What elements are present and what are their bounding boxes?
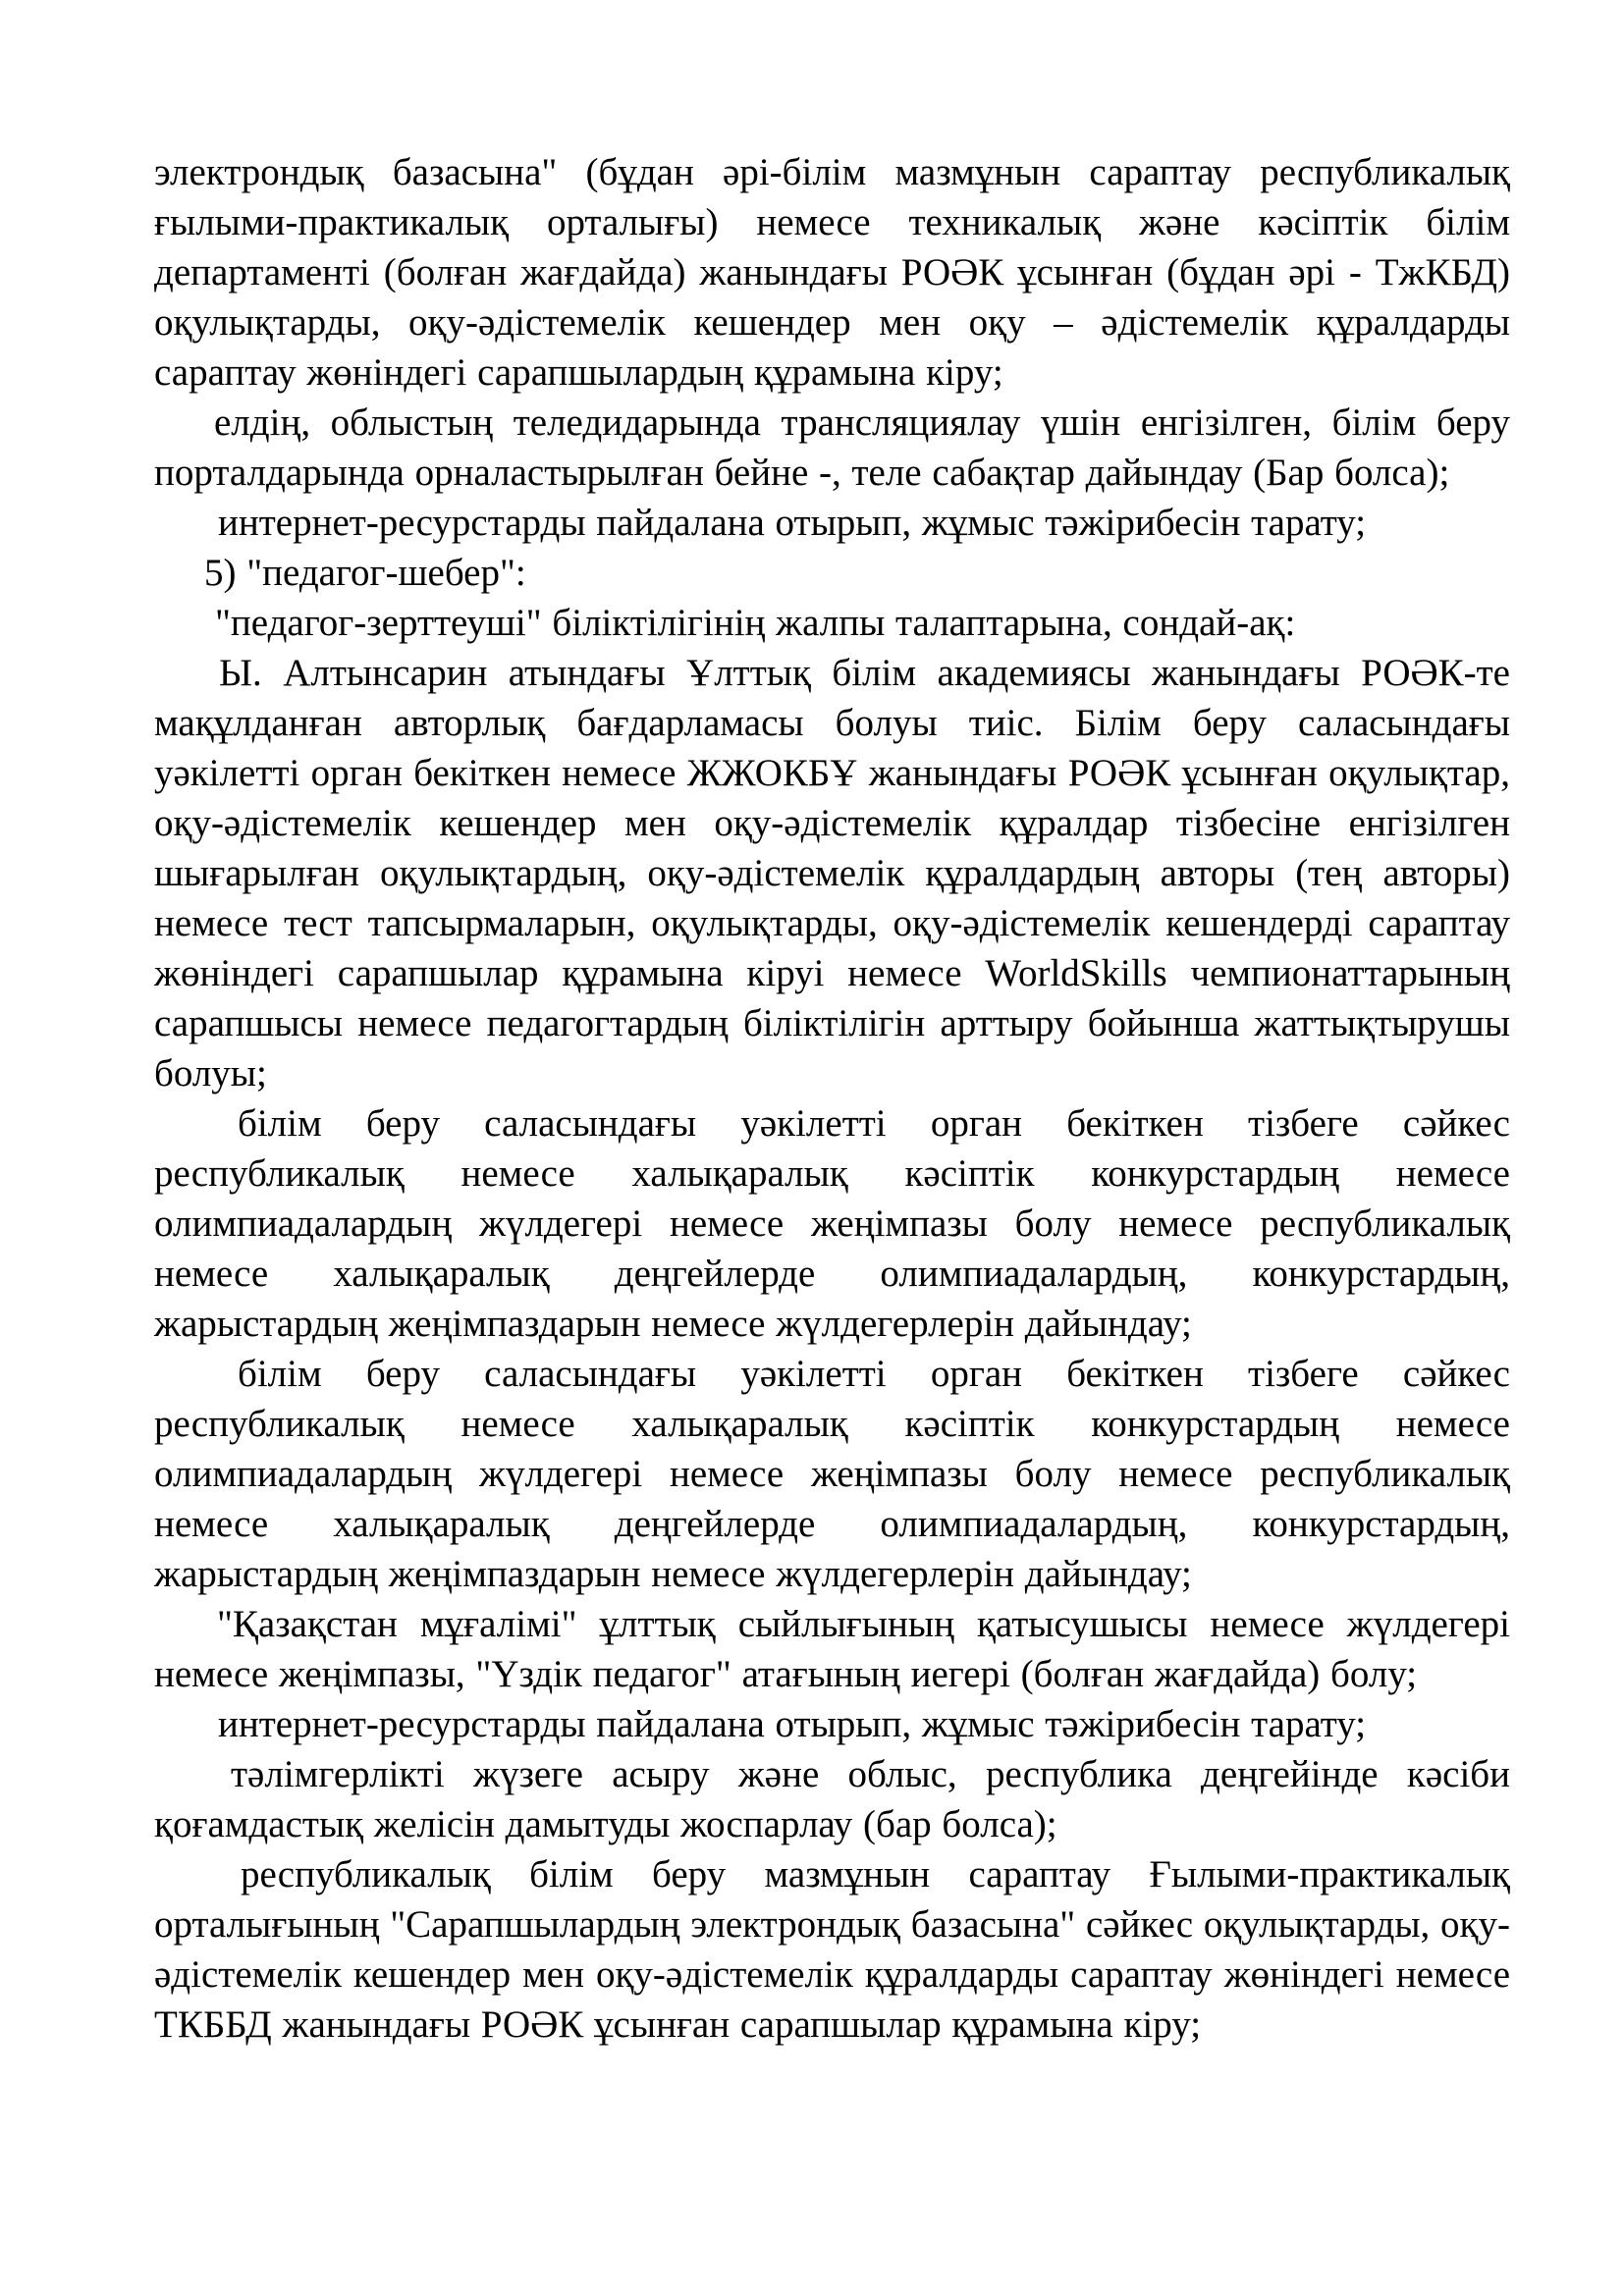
paragraph: "Қазақстан мұғалімі" ұлттық сыйлығының қатысушысы немесе жүлдегері немесе жеңімпазы, "Үздік педагог" атағының иегері (болған жағдайда) болу;: [154, 1603, 1510, 1695]
paragraph: электрондық базасына" (бұдан әрі-білім мазмұнын сараптау республикалық ғылыми-практикалық орталығы) немесе техникалық және кәсіптік білім департаменті (болған жағдайда) жанындағы РОӘК ұсынған (бұдан әрі - ТжКБД) оқулықтарды, оқу-әдістемелік кешендер мен оқу – әдістемелік құралдарды сараптау жөніндегі сарапшылардың құрамына кіру;: [154, 151, 1510, 394]
paragraph: білім беру саласындағы уәкілетті орган бекіткен тізбеге сәйкес республикалық немесе халықаралық кәсіптік конкурстардың немесе олимпиадалардың жүлдегері немесе жеңімпазы болу немесе республикалық немесе халықаралық деңгейлерде олимпиадалардың, конкурстардың, жарыстардың жеңімпаздарын немесе жүлдегерлерін дайындау;: [154, 1353, 1510, 1595]
paragraph: 5) "педагог-шебер":: [204, 552, 526, 594]
paragraph: интернет-ресурстарды пайдалана отырып, жұмыс тәжірибесін тарату;: [218, 1703, 1367, 1745]
document-body: [154, 147, 1510, 2050]
paragraph: Ы. Алтынсарин атындағы Ұлттық білім академиясы жанындағы РОӘК-те мақұлданған авторлық бағдарламасы болуы тиіс. Білім беру саласындағы уәкілетті орган бекіткен немесе ЖЖОКБҰ жанындағы РОӘК ұсынған оқулықтар, оқу-әдістемелік кешендер мен оқу-әдістемелік құралдар тізбесіне енгізілген шығарылған оқулықтардың, оқу-әдістемелік құралдардың авторы (тең авторы) немесе тест тапсырмаларын, оқулықтарды, оқу-әдістемелік кешендерді сараптау жөніндегі сарапшылар құрамына кіруі немесе WorldSkills чемпионаттарының сарапшысы немесе педагогтардың біліктілігін арттыру бойынша жаттықтырушы болуы;: [154, 652, 1510, 1095]
paragraph: білім беру саласындағы уәкілетті орган бекіткен тізбеге сәйкес республикалық немесе халықаралық кәсіптік конкурстардың немесе олимпиадалардың жүлдегері немесе жеңімпазы болу немесе республикалық немесе халықаралық деңгейлерде олимпиадалардың, конкурстардың, жарыстардың жеңімпаздарын немесе жүлдегерлерін дайындау;: [154, 1102, 1510, 1345]
paragraph: интернет-ресурстарды пайдалана отырып, жұмыс тәжірибесін тарату;: [218, 502, 1367, 544]
paragraph: "педагог-зерттеуші" біліктілігінің жалпы талаптарына, сондай-ақ:: [215, 602, 1296, 644]
paragraph: елдің, облыстың теледидарында трансляциялау үшін енгізілген, білім беру порталдарында орналастырылған бейне -, теле сабақтар дайындау (Бар болса);: [154, 401, 1510, 494]
paragraph: тәлімгерлікті жүзеге асыру және облыс, республика деңгейінде кәсіби қоғамдастық желісін дамытуды жоспарлау (бар болса);: [154, 1753, 1510, 1845]
paragraph: республикалық білім беру мазмұнын сараптау Ғылыми-практикалық орталығының "Сарапшылардың электрондық базасына" сәйкес оқулықтарды, оқу-әдістемелік кешендер мен оқу-әдістемелік құралдарды сараптау жөніндегі немесе ТКББД жанындағы РОӘК ұсынған сарапшылар құрамына кіру;: [154, 1853, 1510, 2046]
